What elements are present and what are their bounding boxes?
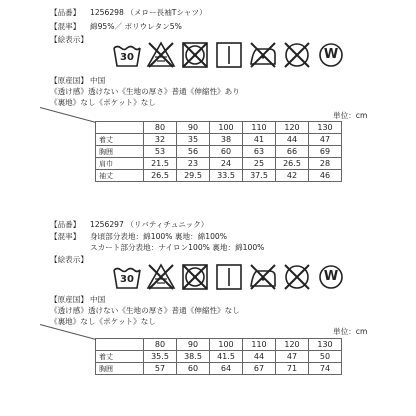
info-line — [50, 317, 156, 327]
info-value: 《透け感》透けない《生地の厚さ》普通《伸縮性》あり — [50, 87, 240, 96]
measure-value: 60 — [177, 363, 210, 375]
table-row — [96, 158, 342, 170]
size-header: 120 — [276, 339, 309, 351]
measure-label: 着丈 — [96, 134, 144, 146]
spec-value: 1256297 （リバティチュニック） — [90, 220, 209, 229]
size-header: 130 — [309, 339, 342, 351]
measure-value: 35.5 — [144, 351, 177, 363]
table-row — [96, 363, 342, 375]
size-table — [95, 338, 342, 375]
info-line — [50, 98, 156, 108]
info-line — [50, 295, 105, 305]
info-line — [50, 87, 240, 97]
no-bleach-icon — [146, 40, 176, 70]
measure-value: 63 — [243, 146, 276, 158]
table-row — [96, 146, 342, 158]
measure-value: 47 — [309, 134, 342, 146]
info-value: 中国 — [90, 76, 106, 85]
spec-label: 【絵表示】 — [50, 255, 88, 264]
measure-value: 38.5 — [177, 351, 210, 363]
measure-value: 47 — [276, 351, 309, 363]
size-header: 110 — [243, 339, 276, 351]
spec-line — [50, 22, 182, 32]
measure-value: 60 — [210, 146, 243, 158]
measure-value: 57 — [144, 363, 177, 375]
size-header: 90 — [177, 339, 210, 351]
line-dry-icon — [214, 40, 244, 70]
measure-value: 66 — [276, 146, 309, 158]
info-label: 【原産国】 — [50, 295, 88, 304]
spec-value: 1256298 （メロー長袖Tシャツ） — [90, 8, 207, 17]
size-header: 130 — [309, 122, 342, 134]
table-header-row — [96, 339, 342, 351]
measure-value: 64 — [210, 363, 243, 375]
size-header: 80 — [144, 339, 177, 351]
no-dryclean-icon — [282, 262, 312, 292]
measure-value: 74 — [309, 363, 342, 375]
unit-label: 単位：cm — [333, 111, 368, 120]
spec-line — [50, 8, 207, 18]
diagonal-divider — [40, 107, 96, 123]
no-bleach-icon — [146, 262, 176, 292]
measure-value: 71 — [276, 363, 309, 375]
wet-clean-icon — [316, 40, 346, 70]
measure-value: 44 — [276, 134, 309, 146]
spec-line — [50, 220, 208, 230]
line-dry-icon — [214, 262, 244, 292]
info-value: 中国 — [90, 295, 106, 304]
measure-value: 44 — [243, 351, 276, 363]
measure-value: 29.5 — [177, 170, 210, 182]
measure-value: 38 — [210, 134, 243, 146]
info-label: 【原産国】 — [50, 76, 88, 85]
spec-label: 【絵表示】 — [50, 35, 88, 44]
measure-value: 21.5 — [144, 158, 177, 170]
unit-label: 単位：cm — [333, 327, 368, 336]
tumble-dry-low-icon — [180, 40, 210, 70]
size-table — [95, 121, 342, 182]
measure-value: 42 — [276, 170, 309, 182]
wet-letter: W — [323, 269, 339, 284]
measure-label: 胸囲 — [96, 363, 144, 375]
measure-value: 33.5 — [210, 170, 243, 182]
wet-clean-icon — [316, 262, 346, 292]
size-header: 90 — [177, 122, 210, 134]
spec-line — [50, 243, 264, 253]
iron-low-icon — [248, 262, 278, 292]
measure-label: 肩巾 — [96, 158, 144, 170]
info-value: 《裏地》なし《ポケット》なし — [50, 317, 156, 326]
size-header: 110 — [243, 122, 276, 134]
table-row — [96, 170, 342, 182]
size-header — [96, 339, 144, 351]
measure-value: 46 — [309, 170, 342, 182]
spec-label: 【品番】 — [50, 8, 81, 17]
tumble-dry-low-icon — [180, 262, 210, 292]
info-value: 《裏地》なし《ポケット》なし — [50, 98, 156, 107]
measure-value: 26.5 — [276, 158, 309, 170]
measure-value: 24 — [210, 158, 243, 170]
measure-value: 32 — [144, 134, 177, 146]
measure-value: 69 — [309, 146, 342, 158]
info-value: 《透け感》透けない《生地の厚さ》普通《伸縮性》なし — [50, 306, 240, 315]
wet-letter: W — [323, 47, 339, 62]
size-header: 120 — [276, 122, 309, 134]
size-header: 100 — [210, 339, 243, 351]
wash-30-icon — [112, 262, 142, 292]
spec-value: 綿95%／ ポリウレタン5% — [90, 22, 182, 31]
measure-value: 50 — [309, 351, 342, 363]
measure-value: 56 — [177, 146, 210, 158]
wash-temp: 30 — [120, 274, 134, 285]
measure-label: 着丈 — [96, 351, 144, 363]
measure-value: 28 — [309, 158, 342, 170]
no-dryclean-icon — [282, 40, 312, 70]
table-header-row — [96, 122, 342, 134]
spec-value: 身頃部分表地：綿100% 裏地：綿100% — [90, 232, 227, 241]
table-row — [96, 134, 342, 146]
iron-low-icon — [248, 40, 278, 70]
table-row — [96, 351, 342, 363]
measure-value: 41 — [243, 134, 276, 146]
measure-value: 37.5 — [243, 170, 276, 182]
wash-temp: 30 — [120, 52, 134, 63]
spec-value: スカート部分表地：ナイロン100% 裏地：綿100% — [90, 243, 265, 252]
measure-value: 53 — [144, 146, 177, 158]
spec-label: 【品番】 — [50, 220, 81, 229]
wash-30-icon — [112, 40, 142, 70]
measure-value: 23 — [177, 158, 210, 170]
measure-value: 25 — [243, 158, 276, 170]
info-line — [50, 76, 105, 86]
spec-label: 【混率】 — [50, 232, 81, 241]
measure-label: 袖丈 — [96, 170, 144, 182]
spec-line — [50, 232, 227, 242]
spec-line — [50, 255, 90, 265]
measure-value: 26.5 — [144, 170, 177, 182]
measure-value: 35 — [177, 134, 210, 146]
spec-line — [50, 35, 90, 45]
spec-label: 【混率】 — [50, 22, 81, 31]
measure-value: 41.5 — [210, 351, 243, 363]
info-line — [50, 306, 240, 316]
size-header: 100 — [210, 122, 243, 134]
measure-value: 67 — [243, 363, 276, 375]
size-header — [96, 122, 144, 134]
measure-label: 胸囲 — [96, 146, 144, 158]
size-header: 80 — [144, 122, 177, 134]
